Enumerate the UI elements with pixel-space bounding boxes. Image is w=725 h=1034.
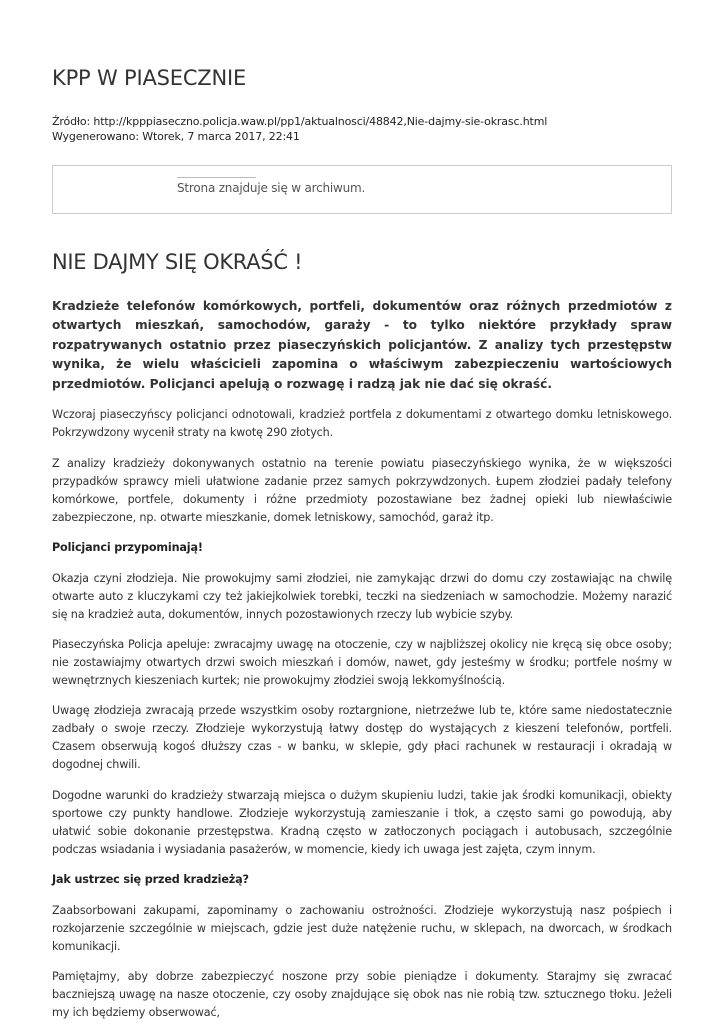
document-meta: [52, 114, 547, 144]
archive-divider: [177, 177, 256, 178]
paragraph: Okazja czyni złodzieja. Nie prowokujmy sami złodziei, nie zamykając drzwi do domu czy zostawiając na chwilę otwarte auto z kluczykami czy też jakiejkolwiek torebki, teczki na siedzeniach w samochodzie. Możemy narazić się na kradzież auta, dokumentów, innych pozostawionych rzeczy lub wybicie szyby.: [52, 571, 672, 621]
source-line: Źródło: http://kpppiaseczno.policja.waw.pl/pp1/aktualnosci/48842,Nie-dajmy-sie-okrasc.html: [52, 115, 548, 128]
paragraph: Piaseczyńska Policja apeluje: zwracajmy uwagę na otoczenie, czy w najbliższej okolicy nie kręcą się obce osoby; nie zostawiajmy otwartych drzwi swoich mieszkań i domów, nawet, gdy jesteśmy w środku; portfele nośmy w wewnętrznych kieszeniach kurtek; nie prowokujmy złodziei swoją lekkomyślnością.: [52, 637, 672, 687]
archive-notice: Strona znajduje się w archiwum.: [177, 181, 366, 195]
article-body: [52, 297, 672, 1034]
paragraph: Dogodne warunki do kradzieży stwarzają miejsca o dużym skupieniu ludzi, takie jak środki komunikacji, obiekty sportowe czy punkty handlowe. Złodzieje wykorzystują zamieszanie i tłok, a często sami go powodują, aby ułatwić sobie dokonanie przestępstwa. Kradną często w zatłoczonych pociągach i autobusach, szczególnie podczas wsiadania i wysiadania pasażerów, w momencie, kiedy ich uwaga jest zajęta, czym innym.: [52, 788, 672, 856]
paragraph: Uwagę złodzieja zwracają przede wszystkim osoby roztargnione, nietrzeźwe lub te, które same niedostatecznie zadbały o swoje rzeczy. Złodzieje wykorzystują łatwy dostęp do wystających z kieszeni telefonów, portfeli. Czasem obserwują kogoś dłuższy czas - w banku, w sklepie, gdy płaci rachunek w restauracji i okradają w dogodnej chwili.: [52, 704, 672, 772]
paragraph: Zaabsorbowani zakupami, zapominamy o zachowaniu ostrożności. Złodzieje wykorzystują nasz pośpiech i rozkojarzenie szczególnie w miejscach, gdzie jest duże natężenie ruchu, w sklepach, na dworcach, w środkach komunikacji.: [52, 903, 672, 953]
section-heading: Jak ustrzec się przed kradzieżą?: [52, 873, 249, 887]
article-title: NIE DAJMY SIĘ OKRAŚĆ !: [52, 250, 303, 274]
paragraph: Pamiętajmy, aby dobrze zabezpieczyć noszone przy sobie pieniądze i dokumenty. Starajmy się zwracać baczniejszą uwagę na nasze otoczenie, czy osoby znajdujące się obok nas nie robią tzw. sztucznego tłoku. Jeżeli my ich będziemy obserwować,: [52, 969, 672, 1019]
paragraph: Wczoraj piaseczyńscy policjanci odnotowali, kradzież portfela z dokumentami z otwartego domku letniskowego. Pokrzywdzony wycenił straty na kwotę 290 złotych.: [52, 408, 672, 440]
section-heading: Policjanci przypominają!: [52, 541, 203, 555]
article-lead: Kradzieże telefonów komórkowych, portfeli, dokumentów oraz różnych przedmiotów z otwartych mieszkań, samochodów, garaży - to tylko niektóre przykłady spraw rozpatrywanych ostatnio przez piaseczyńskich policjantów. Z analizy tych przestępstw wynika, że wielu właścicieli zapomina o właściwym zabezpieczeniu wartościowych przedmiotów. Policjanci apelują o rozwagę i radzą jak nie dać się okraść.: [52, 299, 672, 391]
site-title: KPP W PIASECZNIE: [52, 66, 247, 90]
archive-notice-box: [52, 165, 672, 214]
paragraph: Z analizy kradzieży dokonywanych ostatnio na terenie powiatu piaseczyńskiego wynika, że w większości przypadków sprawcy mieli ułatwione zadanie przez samych pokrzywdzonych. Łupem złodziei padały telefony komórkowe, portfele, dokumenty i różne przedmioty pozostawiane bez żadnej opieki lub niewłaściwie zabezpieczone, np. otwarte mieszkanie, domek letniskowy, samochód, garaż itp.: [52, 456, 672, 524]
generated-line: Wygenerowano: Wtorek, 7 marca 2017, 22:41: [52, 130, 300, 143]
